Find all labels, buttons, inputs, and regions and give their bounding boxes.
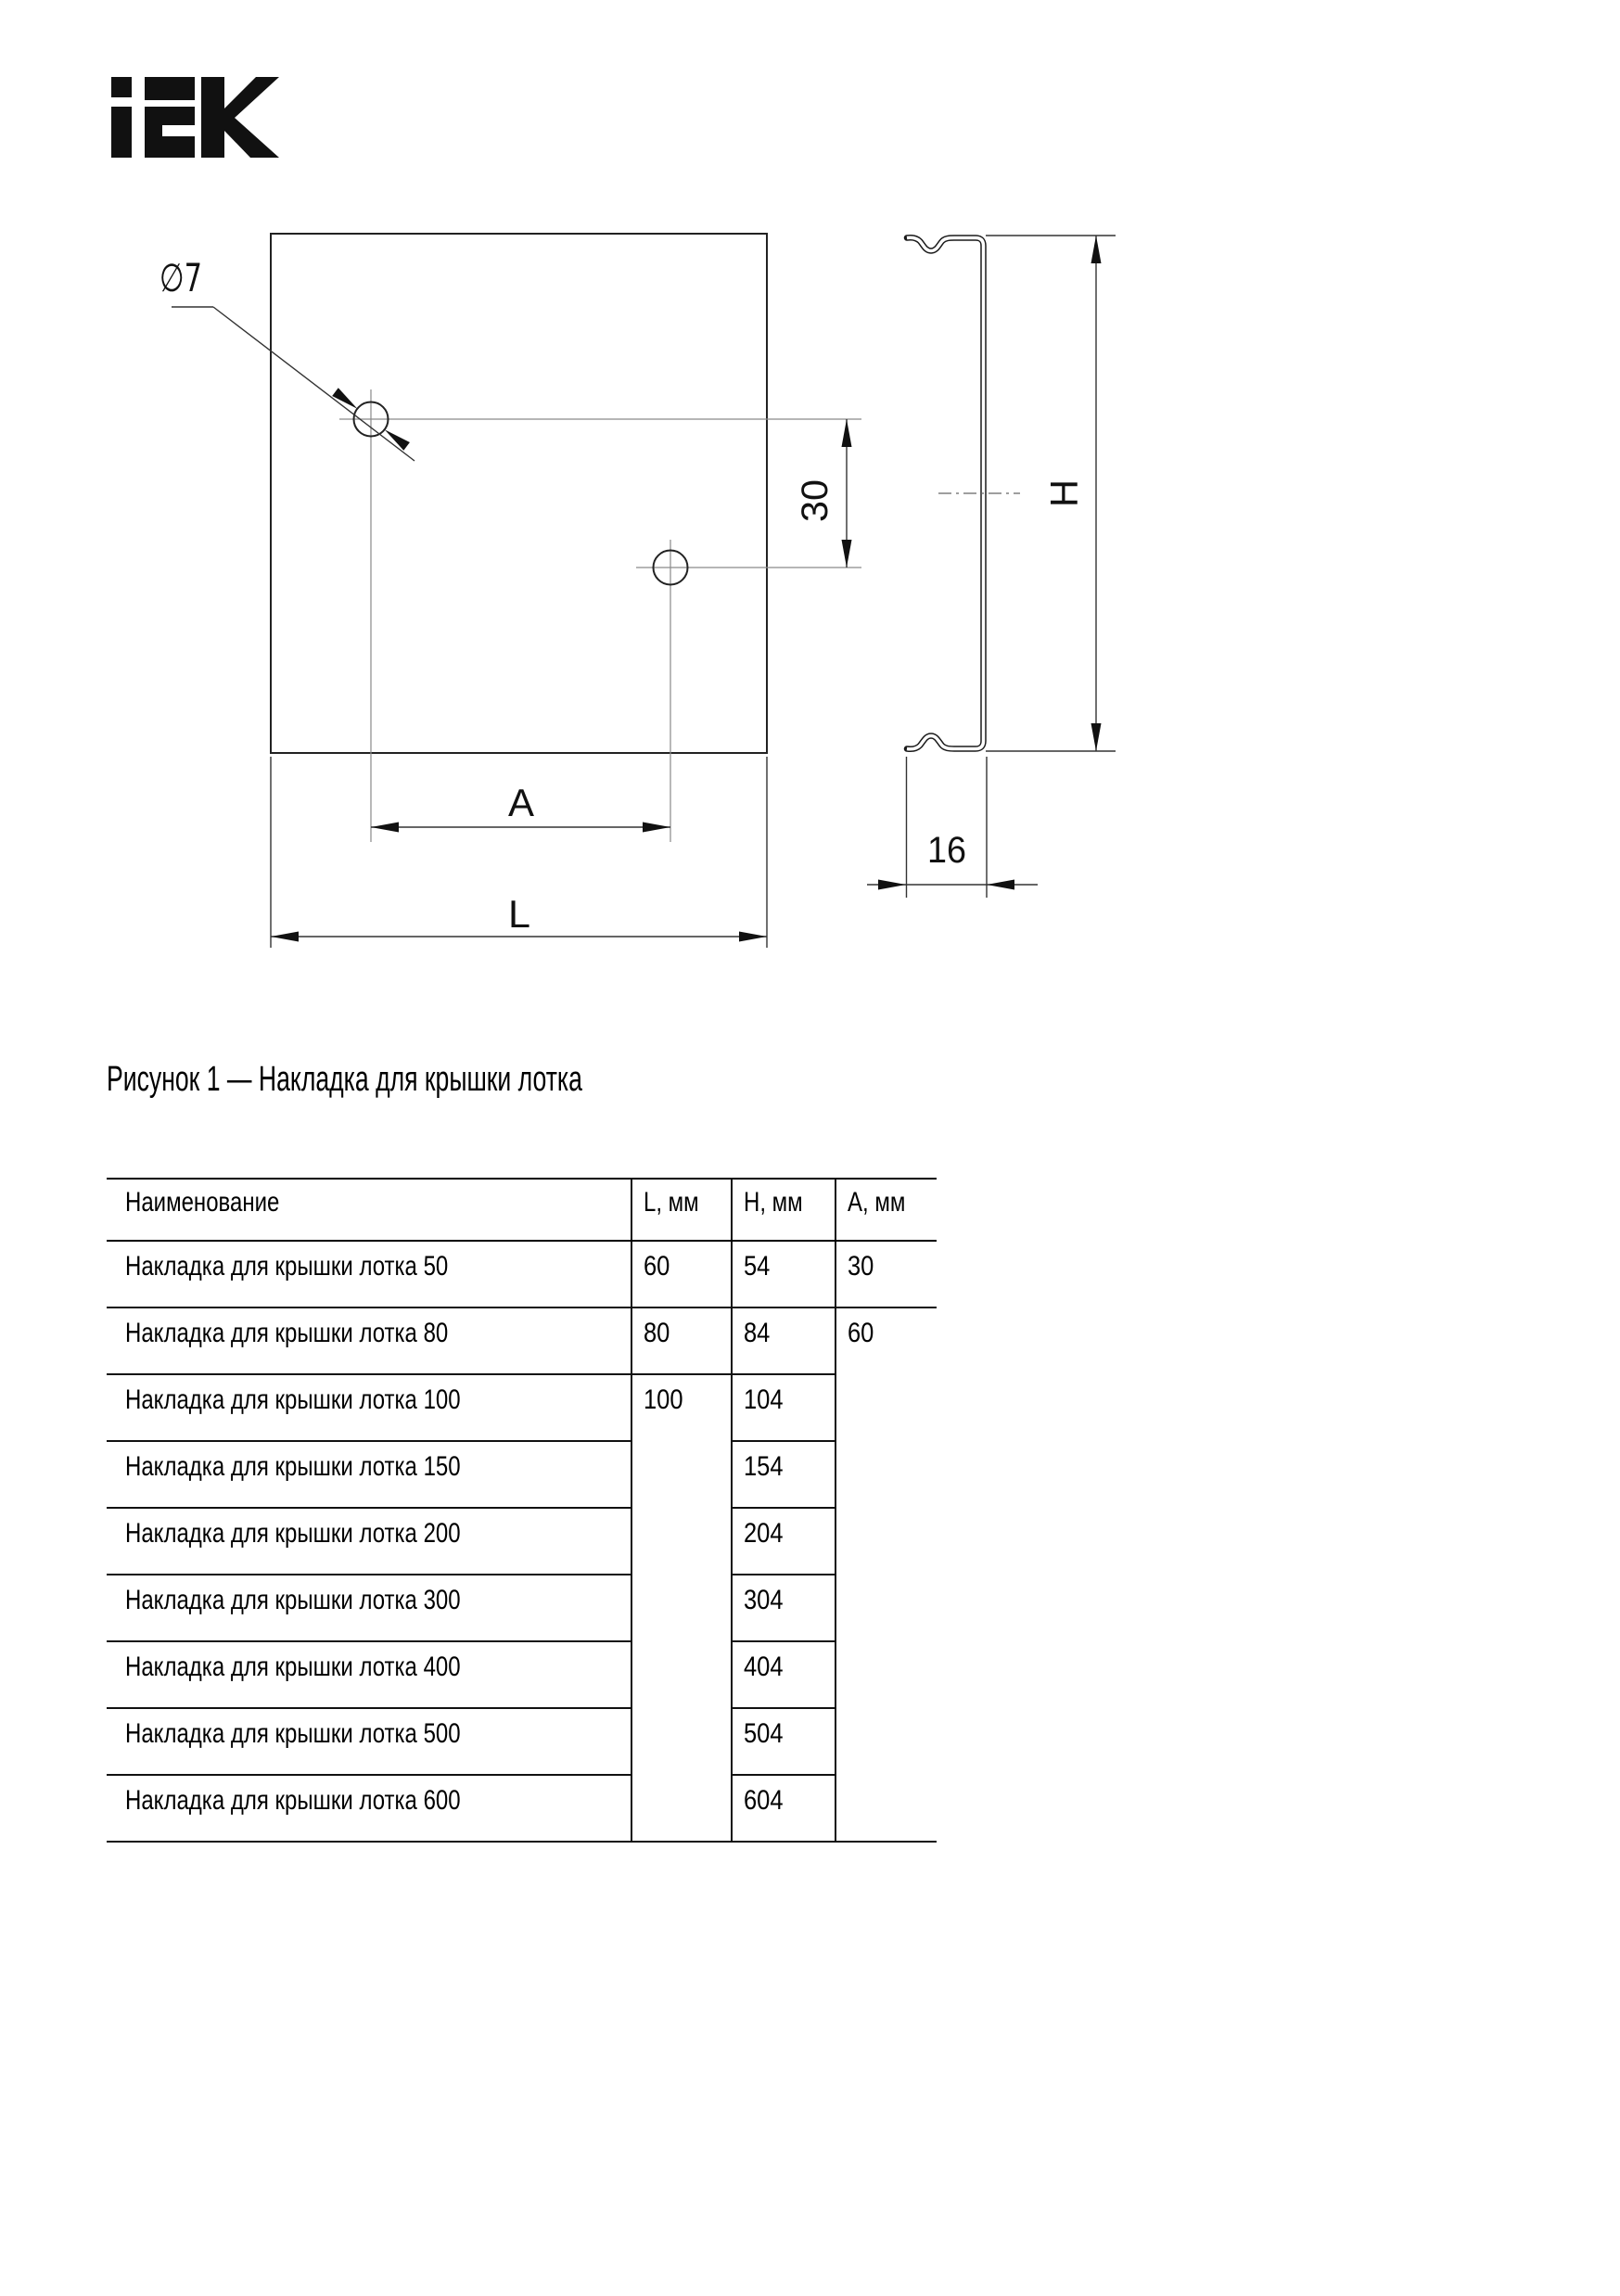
cell-h: 84 (732, 1307, 836, 1374)
dim-30-arrow-bottom (842, 540, 852, 568)
cell-name: Накладка для крышки лотка 400 (107, 1641, 631, 1708)
table-row (107, 1374, 937, 1441)
cell-h: 154 (732, 1441, 836, 1508)
cell-a-merged: 60 (836, 1307, 937, 1842)
table-row (107, 1708, 937, 1775)
table-row (107, 1641, 937, 1708)
dimensions-table-header (107, 1179, 937, 1241)
cell-h: 204 (732, 1508, 836, 1575)
table-row (107, 1441, 937, 1508)
dim-label-plate-width: L (508, 892, 530, 936)
figure-caption (107, 1061, 786, 1100)
leader-arrow-upper (332, 388, 357, 409)
table-row (107, 1307, 937, 1374)
front-view (159, 234, 861, 948)
leader-diagonal (213, 307, 415, 461)
cell-l: 60 (631, 1241, 732, 1307)
figure-caption-text: Рисунок 1 — Накладка для крышки лотка (107, 1060, 582, 1099)
cell-h: 604 (732, 1775, 836, 1842)
cell-name: Накладка для крышки лотка 80 (107, 1307, 631, 1374)
dim-16-arrow-left (878, 880, 906, 890)
dim-label-lip-depth: 16 (927, 830, 966, 871)
cell-l: 80 (631, 1307, 732, 1374)
dim-label-plate-height: H (1042, 478, 1086, 507)
table-row (107, 1508, 937, 1575)
header-a-mm: A, мм (836, 1179, 937, 1241)
header-row (107, 1179, 937, 1241)
dim-l-arrow-right (739, 932, 767, 942)
cell-h: 304 (732, 1575, 836, 1641)
cell-name: Накладка для крышки лотка 500 (107, 1708, 631, 1775)
table-row (107, 1241, 937, 1307)
dim-label-hole-offset: 30 (795, 480, 836, 522)
dimensions-table-body (107, 1241, 937, 1842)
dimensions-table (107, 1178, 937, 1843)
dim-label-hole-spacing: A (508, 781, 534, 824)
cell-name: Накладка для крышки лотка 300 (107, 1575, 631, 1641)
side-view (867, 236, 1116, 898)
cell-name: Накладка для крышки лотка 200 (107, 1508, 631, 1575)
header-name: Наименование (107, 1179, 631, 1241)
dim-a-arrow-right (643, 823, 670, 833)
dim-l-arrow-left (271, 932, 299, 942)
technical-drawing (0, 0, 1620, 1020)
header-l-mm: L, мм (631, 1179, 732, 1241)
cell-name: Накладка для крышки лотка 150 (107, 1441, 631, 1508)
table-row (107, 1575, 937, 1641)
cell-a: 30 (836, 1241, 937, 1307)
cell-h: 504 (732, 1708, 836, 1775)
dim-16-lines (867, 757, 1038, 898)
cell-name: Накладка для крышки лотка 100 (107, 1374, 631, 1441)
table-row (107, 1775, 937, 1842)
hole-centerlines (339, 389, 861, 842)
cell-l-merged: 100 (631, 1374, 732, 1842)
cell-name: Накладка для крышки лотка 50 (107, 1241, 631, 1307)
cell-h: 54 (732, 1241, 836, 1307)
header-h-mm: H, мм (732, 1179, 836, 1241)
cell-h: 404 (732, 1641, 836, 1708)
dim-a-arrow-left (371, 823, 399, 833)
plate-outline (271, 234, 767, 753)
dim-label-hole-diameter: ∅7 (159, 255, 202, 300)
dim-h-arrow-top (1091, 236, 1102, 263)
diameter-leader (172, 307, 415, 461)
dim-16-arrow-right (987, 880, 1014, 890)
dim-30-arrow-top (842, 419, 852, 447)
cell-name: Накладка для крышки лотка 600 (107, 1775, 631, 1842)
cell-h: 104 (732, 1374, 836, 1441)
dim-h-arrow-bottom (1091, 723, 1102, 751)
